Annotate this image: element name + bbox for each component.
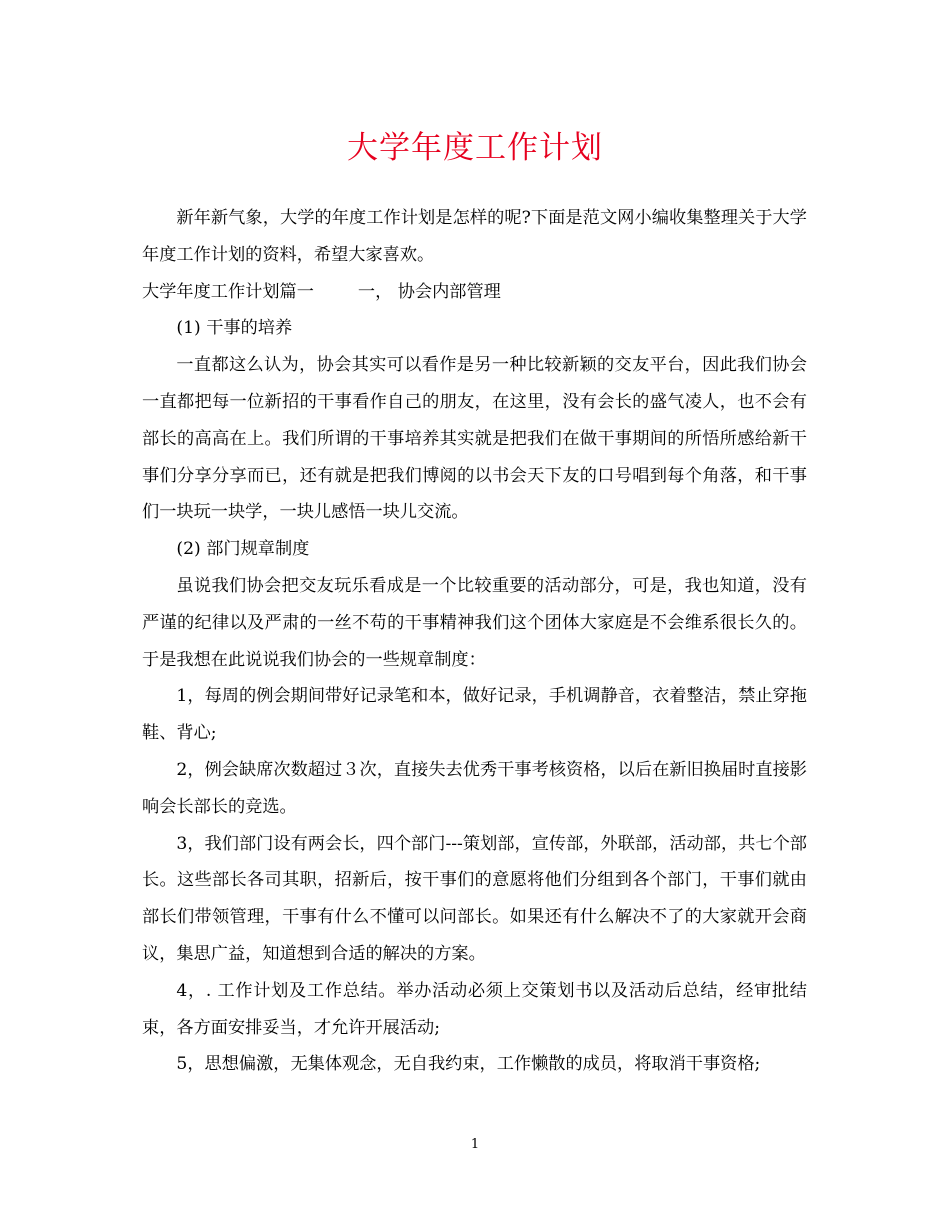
rule-item-3: 3，我们部门设有两会长，四个部门---策划部，宣传部，外联部，活动部，共七个部长。这些部长各司其职，招新后，按干事们的意愿将他们分组到各个部门，干事们就由部长们带领管理，干事有什么不懂可以问部长。如果还有什么解决不了的大家就开会商议，集思广益，知道想到合适的解决的方案。 — [142, 833, 807, 964]
subsection-body-1: 一直都这么认为，协会其实可以看作是另一种比较新颖的交友平台，因此我们协会一直都把每一位新招的干事看作自己的朋友，在这里，没有会长的盛气凌人，也不会有部长的高高在上。我们所谓的干事培养其实就是把我们在做干事期间的所悟所感给新干事们分享分享而已，还有就是把我们博阅的以书会天下友的口号唱到每个角落，和干事们一块玩一块学，一块儿感悟一块儿交流。 — [142, 355, 807, 523]
intro-paragraph: 新年新气象，大学的年度工作计划是怎样的呢?下面是范文网小编收集整理关于大学年度工作计划的资料，希望大家喜欢。 — [142, 208, 807, 265]
subsection-heading-2: (2) 部门规章制度 — [176, 539, 310, 560]
subsection-heading-1: (1) 干事的培养 — [176, 318, 293, 339]
rule-item-5: 5，思想偏激，无集体观念，无自我约束，工作懒散的成员，将取消干事资格; — [176, 1054, 761, 1075]
rule-item-1: 1，每周的例会期间带好记录笔和本，做好记录，手机调静音，衣着整洁，禁止穿拖鞋、背心; — [142, 686, 807, 744]
rule-item-2: 2，例会缺席次数超过３次，直接失去优秀干事考核资格，以后在新旧换届时直接影响会长部长的竞选。 — [142, 759, 807, 817]
section-line — [142, 274, 807, 311]
section-heading: 一， 协会内部管理 — [357, 281, 501, 302]
rule-item-4: 4，. 工作计划及工作总结。举办活动必须上交策划书以及活动后总结，经审批结束，各方面安排妥当，才允许开展活动; — [142, 980, 807, 1038]
document-title: 大学年度工作计划 — [347, 130, 603, 166]
section-title: 大学年度工作计划篇一 — [142, 281, 314, 302]
document-body — [142, 200, 807, 1083]
page-number: 1 — [470, 1137, 480, 1152]
subsection-body-2: 虽说我们协会把交友玩乐看成是一个比较重要的活动部分，可是，我也知道，没有严谨的纪律以及严肃的一丝不苟的干事精神我们这个团体大家庭是不会维系很长久的。于是我想在此说说我们协会的一些规章制度： — [142, 575, 807, 670]
